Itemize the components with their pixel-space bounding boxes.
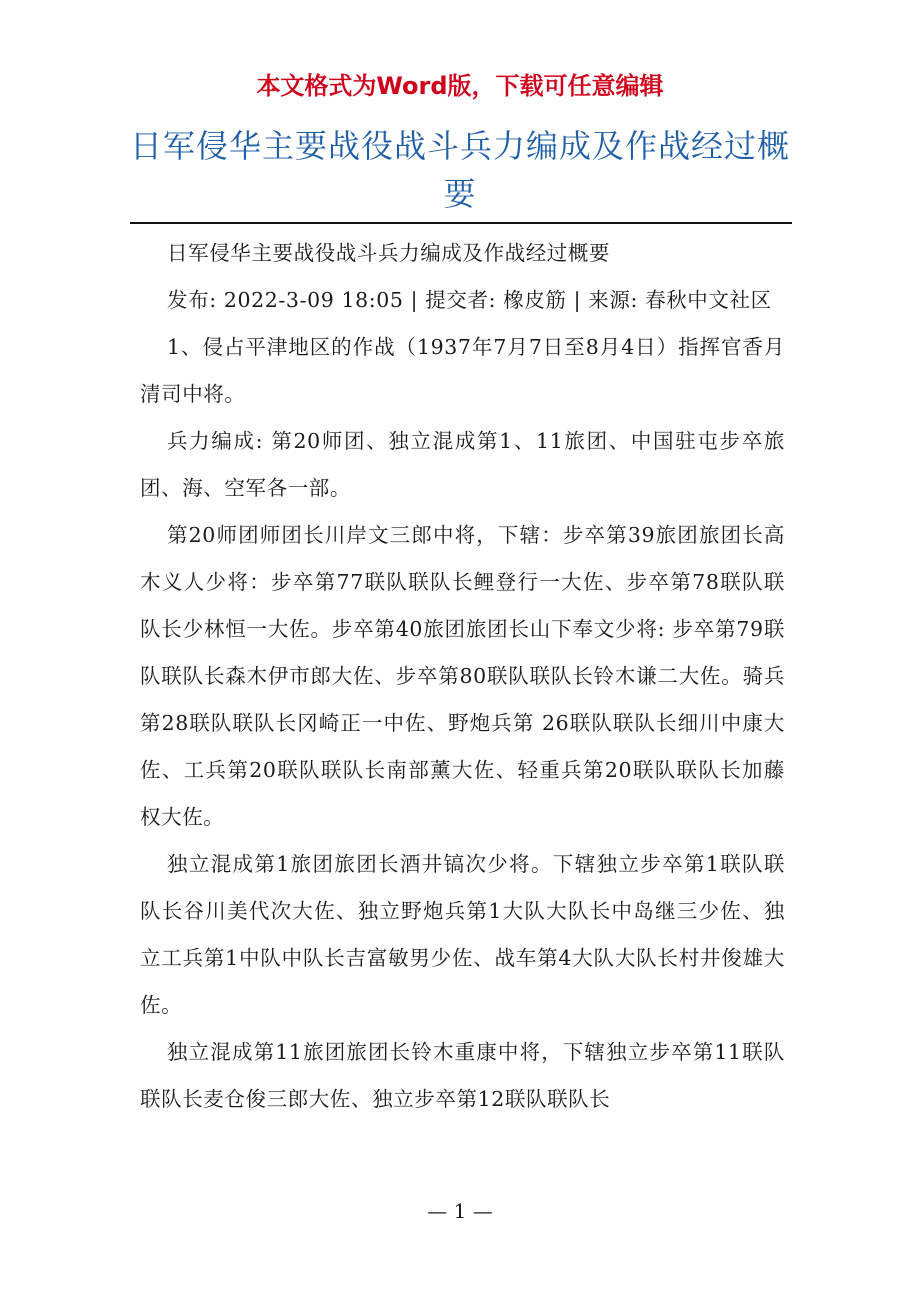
body-paragraph-meta: 发布: 2022-3-09 18:05 | 提交者: 橡皮筋 | 来源: 春秋中文社区 — [167, 288, 772, 312]
body-paragraph-force-composition: 兵力编成: 第20师团、独立混成第1、11旅团、中国驻屯步卒旅团、海、空军各一部。 — [140, 429, 785, 500]
body-paragraph-division-20: 第20师团师团长川岸文三郎中将，下辖：步卒第39旅团旅团长高木义人少将：步卒第77联队联队长鲤登行一大佐、步卒第78联队联队长少林恒一大佐。步卒第40旅团旅团长山下奉文少将: 步卒第79联队联队长森木伊市郎大佐、步卒第80联队联队长铃木谦二大佐。骑兵第28联队联队长冈崎正一中佐、野炮兵第 26联队联队长细川中康大佐、工兵第20联队联队长南部薰大佐、轻重兵第20联队联队长加藤权大佐。 — [140, 523, 785, 829]
body-paragraph-subtitle: 日军侵华主要战役战斗兵力编成及作战经过概要 — [167, 241, 611, 265]
document-title: 日军侵华主要战役战斗兵力编成及作战经过概要 — [130, 127, 791, 213]
page-number: — 1 — — [427, 1199, 493, 1223]
title-divider — [130, 222, 792, 224]
body-paragraph-brigade-11: 独立混成第11旅团旅团长铃木重康中将，下辖独立步卒第11联队联队长麦仓俊三郎大佐、独立步卒第12联队联队长 — [140, 1040, 785, 1111]
document-body — [140, 230, 785, 1123]
body-paragraph-brigade-1: 独立混成第1旅团旅团长酒井镐次少将。下辖独立步卒第1联队联队长谷川美代次大佐、独立野炮兵第1大队大队长中岛继三少佐、独立工兵第1中队中队长吉富敏男少佐、战车第4大队大队长村井俊雄大佐。 — [140, 852, 785, 1017]
word-format-notice: 本文格式为Word版，下载可任意编辑 — [256, 72, 664, 100]
body-paragraph-section-1: 1、侵占平津地区的作战（1937年7月7日至8月4日）指挥官香月清司中将。 — [140, 335, 785, 406]
